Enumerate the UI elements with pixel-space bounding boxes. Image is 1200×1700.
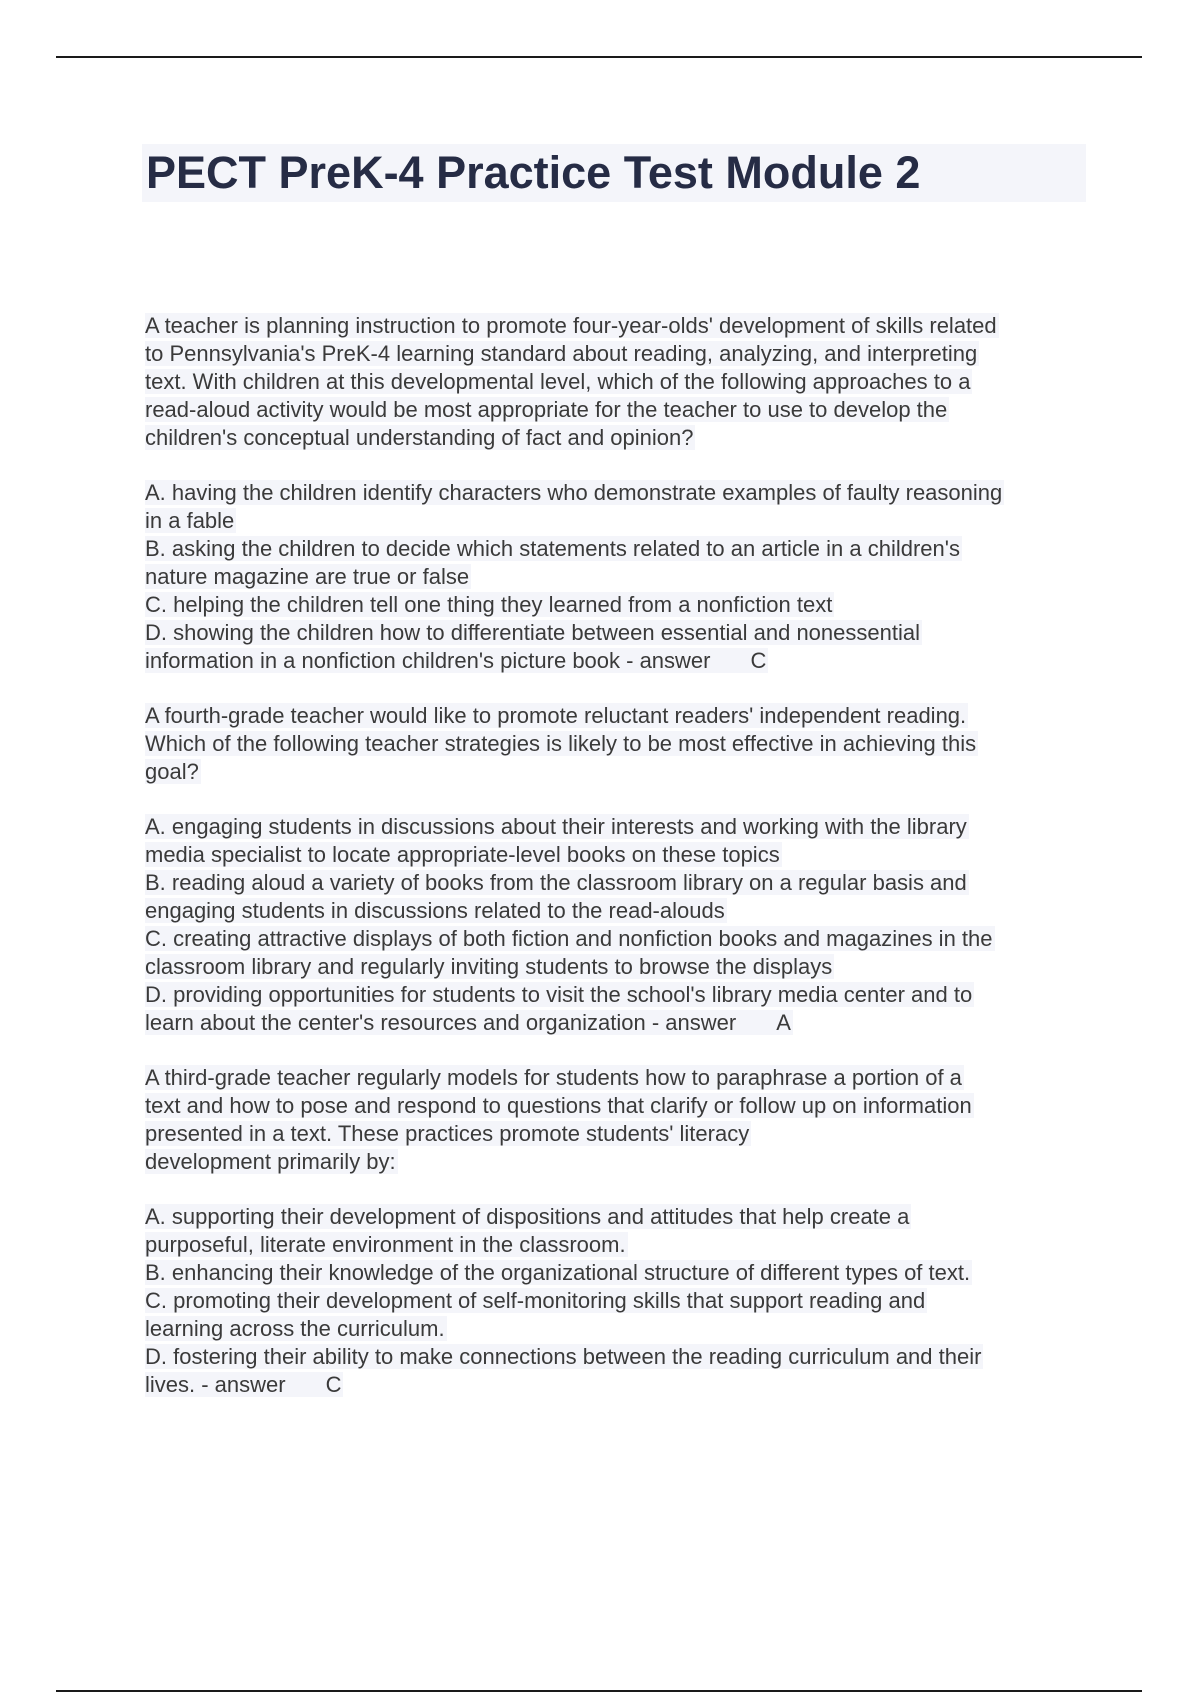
question-text-line: presented in a text. These practices promote students' literacy (145, 1121, 750, 1146)
option-text-line: B. asking the children to decide which statements related to an article in a children's (145, 536, 960, 561)
answer-letter: C (750, 648, 767, 673)
option-text-line: classroom library and regularly inviting students to browse the displays (145, 954, 833, 979)
answer-text: information in a nonfiction children's picture book - answer (145, 648, 711, 673)
question-text-line: text. With children at this developmental level, which of the following approaches to a (145, 369, 971, 394)
question-2-options (145, 813, 1095, 1037)
option-text-line: nature magazine are true or false (145, 564, 470, 589)
question-text-line: goal? (145, 759, 199, 784)
question-1-stem (145, 312, 1095, 452)
option-text-line: purposeful, literate environment in the classroom. (145, 1232, 626, 1257)
option-text-line: C. creating attractive displays of both fiction and nonfiction books and magazines in the (145, 926, 993, 951)
option-text-line: media specialist to locate appropriate-level books on these topics (145, 842, 780, 867)
option-text-line: B. reading aloud a variety of books from the classroom library on a regular basis and (145, 870, 967, 895)
option-text-line: in a fable (145, 508, 235, 533)
answer-text: lives. - answer (145, 1372, 286, 1397)
question-text-line: A third-grade teacher regularly models for students how to paraphrase a portion of a (145, 1065, 962, 1090)
page-title: PECT PreK-4 Practice Test Module 2 (146, 147, 921, 198)
option-text-line: learning across the curriculum. (145, 1316, 445, 1341)
option-text-line: engaging students in discussions related to the read-alouds (145, 898, 725, 923)
question-2-stem (145, 702, 1095, 786)
document-body (145, 312, 1095, 1426)
question-text-line: text and how to pose and respond to questions that clarify or follow up on information (145, 1093, 972, 1118)
option-text-line: A. engaging students in discussions about their interests and working with the library (145, 814, 967, 839)
question-text-line: to Pennsylvania's PreK-4 learning standard about reading, analyzing, and interpreting (145, 341, 978, 366)
question-3-options (145, 1203, 1095, 1399)
option-text-line: C. helping the children tell one thing they learned from a nonfiction text (145, 592, 833, 617)
top-rule (56, 56, 1142, 58)
answer-letter: C (325, 1372, 342, 1397)
option-text-line: D. showing the children how to differentiate between essential and nonessential (145, 620, 920, 645)
option-text-line: D. fostering their ability to make connections between the reading curriculum and their (145, 1344, 982, 1369)
bottom-rule (56, 1690, 1142, 1692)
option-text-line: D. providing opportunities for students to visit the school's library media center and to (145, 982, 973, 1007)
question-1-options (145, 479, 1095, 675)
answer-letter: A (776, 1010, 791, 1035)
question-text-line: Which of the following teacher strategies is likely to be most effective in achieving this (145, 731, 977, 756)
answer-text: learn about the center's resources and organization - answer (145, 1010, 737, 1035)
option-text-line: A. supporting their development of dispositions and attitudes that help create a (145, 1204, 910, 1229)
question-text-line: read-aloud activity would be most appropriate for the teacher to use to develop the (145, 397, 948, 422)
question-text-line: children's conceptual understanding of fact and opinion? (145, 425, 694, 450)
question-3-stem (145, 1064, 1095, 1176)
question-text-line: development primarily by: (145, 1149, 396, 1174)
question-text-line: A teacher is planning instruction to promote four-year-olds' development of skills related (145, 313, 997, 338)
answer-line (145, 648, 768, 673)
option-text-line: B. enhancing their knowledge of the organizational structure of different types of text. (145, 1260, 971, 1285)
answer-line (145, 1372, 343, 1397)
option-text-line: C. promoting their development of self-monitoring skills that support reading and (145, 1288, 926, 1313)
option-text-line: A. having the children identify characters who demonstrate examples of faulty reasoning (145, 480, 1003, 505)
answer-line (145, 1010, 793, 1035)
question-text-line: A fourth-grade teacher would like to promote reluctant readers' independent reading. (145, 703, 967, 728)
